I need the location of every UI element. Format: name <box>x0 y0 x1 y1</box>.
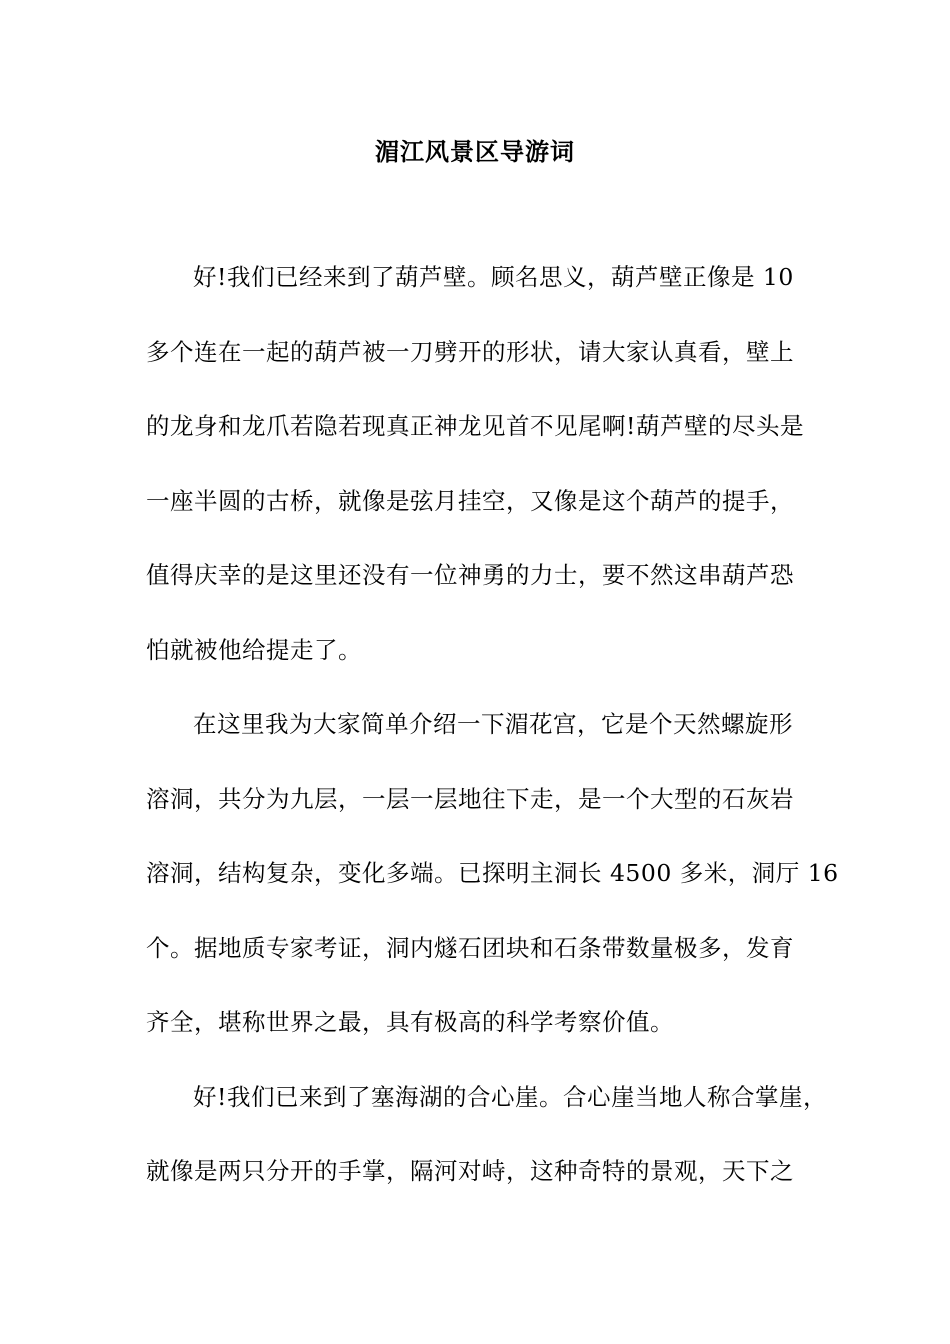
paragraph-2-line-4: 个。据地质专家考证，洞内燧石团块和石条带数量极多，发育 <box>146 934 794 962</box>
paragraph-2-line-1: 在这里我为大家简单介绍一下湄花宫，它是个天然螺旋形 <box>193 710 793 738</box>
paragraph-3-line-2: 就像是两只分开的手掌，隔河对峙，这种奇特的景观，天下之 <box>146 1157 794 1185</box>
paragraph-1-line-4: 一座半圆的古桥，就像是弦月挂空，又像是这个葫芦的提手， <box>146 487 794 515</box>
document-title: 湄江风景区导游词 <box>375 138 575 166</box>
paragraph-2-line-2: 溶洞，共分为九层，一层一层地往下走，是一个大型的石灰岩 <box>146 785 794 813</box>
paragraph-1-line-6: 怕就被他给提走了。 <box>146 636 362 664</box>
paragraph-1-line-3: 的龙身和龙爪若隐若现真正神龙见首不见尾啊!葫芦壁的尽头是 <box>146 412 804 440</box>
paragraph-2-line-5: 齐全，堪称世界之最，具有极高的科学考察价值。 <box>146 1008 674 1036</box>
paragraph-1-line-5: 值得庆幸的是这里还没有一位神勇的力士，要不然这串葫芦恐 <box>146 561 794 589</box>
paragraph-1-line-2: 多个连在一起的葫芦被一刀劈开的形状，请大家认真看，壁上 <box>146 338 794 366</box>
paragraph-2-line-3: 溶洞，结构复杂，变化多端。已探明主洞长 4500 多米，洞厅 16 <box>146 859 839 887</box>
paragraph-3-line-1: 好!我们已来到了塞海湖的合心崖。合心崖当地人称合掌崖， <box>193 1083 827 1111</box>
paragraph-1-line-1: 好!我们已经来到了葫芦壁。顾名思义，葫芦壁正像是 10 <box>193 263 794 291</box>
